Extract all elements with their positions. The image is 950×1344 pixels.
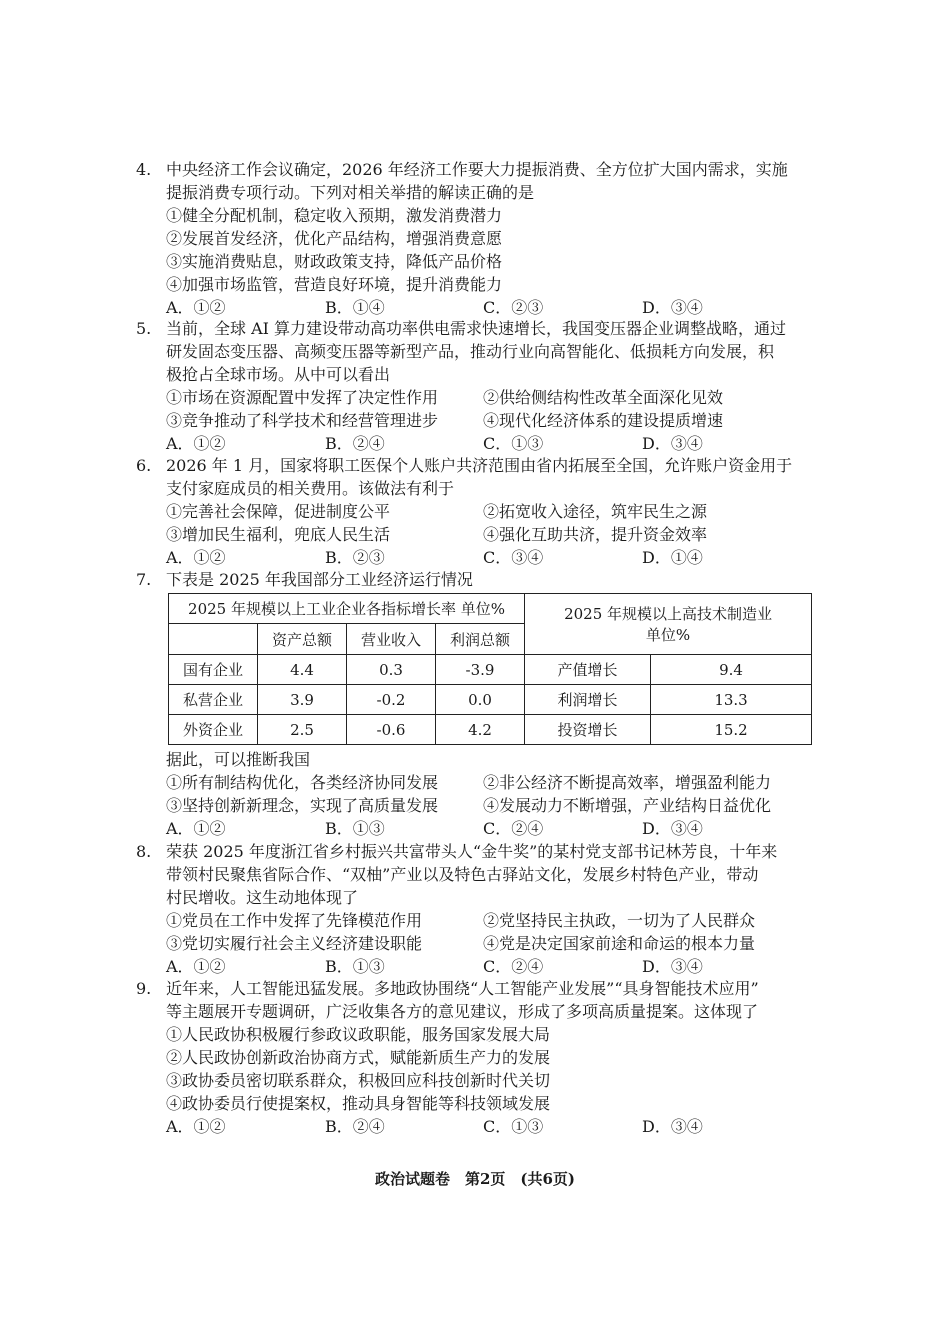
question-number: 7.: [136, 570, 152, 589]
question-stem: 带领村民聚焦省际合作、“双柚”产业以及特色古驿站文化，发展乡村特色产业，带动: [166, 865, 759, 884]
option-b[interactable]: B．①④: [325, 298, 385, 317]
option-b[interactable]: B．①③: [325, 819, 385, 838]
option-d[interactable]: D．③④: [642, 1117, 703, 1136]
question-number: 6.: [136, 456, 152, 475]
option-c[interactable]: C．②④: [483, 957, 544, 976]
option-d[interactable]: D．③④: [642, 298, 703, 317]
answer-item: ③竞争推动了科学技术和经营管理进步: [166, 411, 439, 430]
option-b[interactable]: B．②④: [325, 434, 385, 453]
answer-item: ①所有制结构优化，各类经济协同发展: [166, 773, 439, 792]
option-b[interactable]: B．②④: [325, 1117, 385, 1136]
question-stem: 近年来，人工智能迅猛发展。多地政协围绕“人工智能产业发展”“具身智能技术应用”: [166, 979, 759, 998]
option-d[interactable]: D．③④: [642, 434, 703, 453]
table-header: 资产总额: [258, 624, 347, 655]
option-c[interactable]: C．③④: [483, 548, 544, 567]
option-a[interactable]: A．①②: [166, 1117, 226, 1136]
answer-item: ①完善社会保障，促进制度公平: [166, 502, 391, 521]
answer-item: ②供给侧结构性改革全面深化见效: [483, 388, 724, 407]
answer-item: ③坚持创新新理念，实现了高质量发展: [166, 796, 439, 815]
option-d[interactable]: D．③④: [642, 819, 703, 838]
question-stem: 极抢占全球市场。从中可以看出: [166, 365, 391, 384]
answer-item: ③党切实履行社会主义经济建设职能: [166, 934, 423, 953]
question-stem: 下表是 2025 年我国部分工业经济运行情况: [166, 570, 473, 589]
option-a[interactable]: A．①②: [166, 434, 226, 453]
option-b[interactable]: B．②③: [325, 548, 385, 567]
answer-item: ①党员在工作中发挥了先锋模范作用: [166, 911, 423, 930]
option-b[interactable]: B．①③: [325, 957, 385, 976]
answer-item: ①市场在资源配置中发挥了决定性作用: [166, 388, 439, 407]
question-stem: 研发固态变压器、高频变压器等新型产品，推动行业向高智能化、低损耗方向发展，积: [166, 342, 775, 361]
question-stem: 等主题展开专题调研，广泛收集各方的意见建议，形成了多项高质量提案。这体现了: [166, 1002, 759, 1021]
table-header: 营业收入: [347, 624, 436, 655]
question-number: 9.: [136, 979, 152, 998]
option-d[interactable]: D．①④: [642, 548, 703, 567]
answer-item: ①人民政协积极履行参政议政职能，服务国家发展大局: [166, 1025, 551, 1044]
table-row: 外资企业 2.5 -0.6 4.2 投资增长 15.2: [169, 715, 812, 745]
answer-item: ④发展动力不断增强，产业结构日益优化: [483, 796, 772, 815]
question-number: 4.: [136, 160, 152, 179]
answer-item: ④现代化经济体系的建设提质增速: [483, 411, 724, 430]
table-corner: [169, 624, 258, 655]
question-stem: 荣获 2025 年度浙江省乡村振兴共富带头人“金牛奖”的某村党支部书记林芳良，十年来: [166, 842, 778, 861]
option-c[interactable]: C．①③: [483, 434, 544, 453]
table-row: 私营企业 3.9 -0.2 0.0 利润增长 13.3: [169, 685, 812, 715]
question-stem: 据此，可以推断我国: [166, 750, 311, 769]
answer-item: ②发展首发经济，优化产品结构，增强消费意愿: [166, 229, 503, 248]
answer-item: ②拓宽收入途径，筑牢民生之源: [483, 502, 708, 521]
question-stem: 支付家庭成员的相关费用。该做法有利于: [166, 479, 455, 498]
answer-item: ④强化互助共济，提升资金效率: [483, 525, 708, 544]
option-c[interactable]: C．①③: [483, 1117, 544, 1136]
answer-item: ③增加民生福利，兜底人民生活: [166, 525, 391, 544]
question-stem: 村民增收。这生动地体现了: [166, 888, 359, 907]
answer-item: ②党坚持民主执政，一切为了人民群众: [483, 911, 756, 930]
question-number: 8.: [136, 842, 152, 861]
option-a[interactable]: A．①②: [166, 819, 226, 838]
question-number: 5.: [136, 319, 152, 338]
answer-item: ④加强市场监管，营造良好环境，提升消费能力: [166, 275, 503, 294]
question-stem: 当前，全球 AI 算力建设带动高功率供电需求快速增长，我国变压器企业调整战略，通过: [166, 319, 787, 338]
table-header: 利润总额: [436, 624, 525, 655]
industry-table: [168, 593, 812, 745]
answer-item: ②人民政协创新政治协商方式，赋能新质生产力的发展: [166, 1048, 551, 1067]
answer-item: ③政协委员密切联系群众，积极回应科技创新时代关切: [166, 1071, 551, 1090]
option-c[interactable]: C．②③: [483, 298, 544, 317]
question-stem: 提振消费专项行动。下列对相关举措的解读正确的是: [166, 183, 535, 202]
option-a[interactable]: A．①②: [166, 957, 226, 976]
answer-item: ④政协委员行使提案权，推动具身智能等科技领域发展: [166, 1094, 551, 1113]
answer-item: ④党是决定国家前途和命运的根本力量: [483, 934, 756, 953]
option-d[interactable]: D．③④: [642, 957, 703, 976]
option-a[interactable]: A．①②: [166, 298, 226, 317]
option-a[interactable]: A．①②: [166, 548, 226, 567]
question-stem: 2026 年 1 月，国家将职工医保个人账户共济范围由省内拓展至全国，允许账户资金用于: [166, 456, 793, 475]
answer-item: ②非公经济不断提高效率，增强盈利能力: [483, 773, 772, 792]
table-right-title: 2025 年规模以上高技术制造业 单位%: [525, 594, 812, 655]
option-c[interactable]: C．②④: [483, 819, 544, 838]
answer-item: ③实施消费贴息，财政政策支持，降低产品价格: [166, 252, 503, 271]
question-stem: 中央经济工作会议确定，2026 年经济工作要大力提振消费、全方位扩大国内需求，实施: [166, 160, 788, 179]
answer-item: ①健全分配机制，稳定收入预期，激发消费潜力: [166, 206, 503, 225]
table-left-title: 2025 年规模以上工业企业各指标增长率 单位%: [169, 594, 525, 624]
page-footer: 政治试题卷 第2页 (共6页): [374, 1170, 576, 1188]
table-row: 国有企业 4.4 0.3 -3.9 产值增长 9.4: [169, 655, 812, 685]
